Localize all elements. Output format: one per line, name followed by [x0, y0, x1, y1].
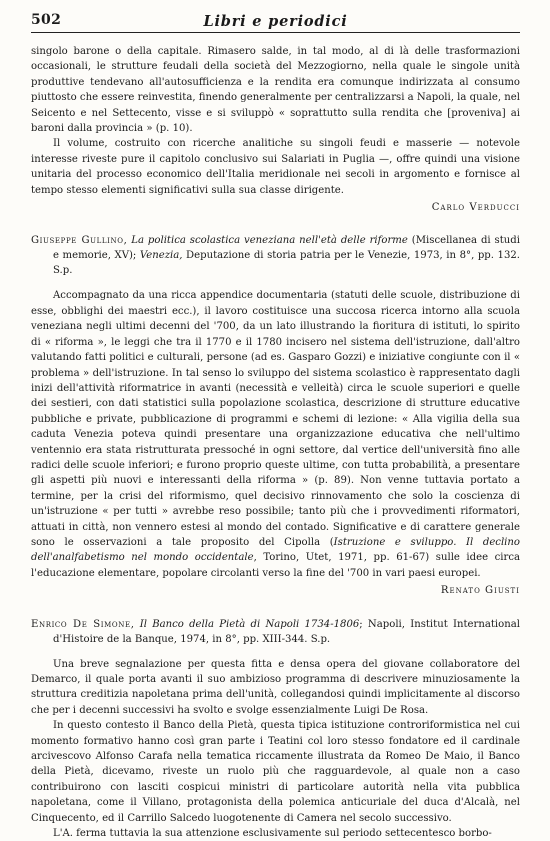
cited-title: Istruzione e sviluppo. Il declino dell'analfabetismo nel mondo occidentale [31, 536, 520, 564]
publication-details: (Miscellanea di studi e memorie, XV); [53, 235, 520, 262]
publication-details: ; Napoli, Institut International d'Histoire de la Banque, 1974, in 8°, pp. XIII-344. S.p. [53, 618, 520, 645]
page-header [31, 10, 520, 32]
running-title: Libri e periodici [203, 13, 348, 30]
book-title: Il Banco della Pietà di Napoli 1734-1806 [139, 618, 360, 630]
body-paragraph: singolo barone o della capitale. Rimasero salde, in tal modo, al di là delle trasformazioni occasionali, le strutture feudali della società del Mezzogiorno, nella quale le singole unità produttive tendevano all'autosufficienza e la rendita era comunque indirizzata al consumo piuttosto che essere reinvestita, finendo generalmente per centralizzarsi a Napoli, la quale, nel Seicento e nel Settecento, visse e si sviluppò « soprattutto sulla rendita che [proveniva] ai baroni dalla provincia » (p. 10). [31, 46, 520, 135]
page-number: 502 [31, 12, 62, 28]
book-author: Giuseppe Gullino, [31, 235, 128, 247]
publication-place: Venezia, [139, 250, 183, 262]
body-paragraph: Il volume, costruito con ricerche analitiche su singoli feudi e masserie — notevole interesse riveste pure il capitolo conclusivo sui Salariati in Puglia —, offre quindi una visione unitaria del processo economico dell'Italia meridionale nei secoli in argomento e fornisce al tempo stesso elementi significativi sulla sua classe dirigente. [31, 138, 520, 196]
review-text: Accompagnato da una ricca appendice documentaria (statuti delle scuole, distribuzione di esse, obblighi dei maestri ecc.), il lavoro costituisce una succosa ricerca intorno alla scuola veneziana negli ultimi decenni del '700, da un lato illustrando la fioritura di istituti, lo spirito di « riforma », le leggi che tra il 1770 e il 1780 incisero nel sistema dell'istruzione, dall'altro valutando fatti politici e culturali, persone (ad es. Gasparo Gozzi) e iniziative congiunte con il « problema » dell'istruzione. In tal senso lo sviluppo del sistema scolastico è rappresentato dagli inizi dell'attività riformatrice in avanti (necessità e velleità) circa le scuole superiori e quelle dei sestieri, con dati statistici sulla popolazione scolastica, descrizione di strutture educative pubbliche e private, pubblicazione di programmi e schemi di lezione: « Alla vigilia della sua caduta Venezia poteva quindi presentare una organizzazione educativa che nell'ultimo ventennio era stata ristrutturata pressoché in ogni settore, dal vertice dell'università fino alle radici delle scuole inferiori; e furono proprio queste ultime, con tutta probabilità, a presentare gli aspetti più nuovi e interessanti della riforma » (p. 89). Non venne tuttavia portato a termine, per la crisi del riformismo, quel decisivo rinnovamento che solo la coscienza di un'istruzione « per tutti » avrebbe reso possibile; tanto più che i provvedimenti riformatori, attuati in città, non vennero estesi al mondo del contado. Significative e di carattere generale sono le osservazioni a tale proposito del Cipolla ( [31, 290, 520, 548]
body-paragraph [31, 288, 520, 581]
review-de-simone [31, 617, 520, 841]
body-paragraph: In questo contesto il Banco della Pietà, questa tipica istituzione controriformistica nel cui momento formativo hanno così gran parte i Teatini col loro stesso fondatore ed il cardinale arcivescovo Alfonso Carafa nella tematica riccamente illustrata da Romeo De Maio, il Banco della Pietà, dicevamo, riveste un ruolo più che ragguardevole, al quale non a caso contribuirono con lasciti cospicui ministri di particolare autorità nella vita pubblica napoletana, come il Villano, protagonista della polemica anticuriale del duca d'Alcalà, nel Cinquecento, ed il Carrillo Salcedo luogotenente di Camera nel secolo successivo. [31, 720, 520, 824]
book-author: Enrico De Simone, [31, 618, 135, 630]
publication-details: Deputazione di storia patria per le Venezie, 1973, in 8°, pp. 132. S.p. [53, 250, 521, 277]
bibliographic-heading [31, 233, 520, 278]
review-body [31, 288, 520, 581]
reviewer-signature: Renato Giusti [440, 585, 520, 597]
review-text: , Torino, Utet, 1971, pp. 61-67) sulle idee circa l'educazione elementare, popolare circolanti verso la fine del '700 in vari paesi europei. [31, 552, 520, 579]
body-paragraph: L'A. ferma tuttavia la sua attenzione esclusivamente sul periodo settecentesco borbo- [53, 828, 492, 840]
review-gullino [31, 233, 520, 598]
reviewer-signature: Carlo Verducci [431, 202, 520, 214]
review-body [31, 657, 520, 841]
body-paragraph: Una breve segnalazione per questa fitta e densa opera del giovane collaboratore del Demarco, il quale porta avanti il suo ambizioso programma di descrivere minuziosamente la struttura creditizia napoletana prima dell'unità, collegandosi quindi implicitamente al discorso che per i decenni successivi ha svolto e svolge essenzialmente Luigi De Rosa. [31, 658, 520, 716]
header-rule [31, 32, 520, 33]
previous-review-conclusion [31, 44, 520, 215]
bibliographic-heading [31, 617, 520, 647]
page-content [31, 44, 520, 841]
book-title: La politica scolastica veneziana nell'età delle riforme [131, 235, 408, 247]
